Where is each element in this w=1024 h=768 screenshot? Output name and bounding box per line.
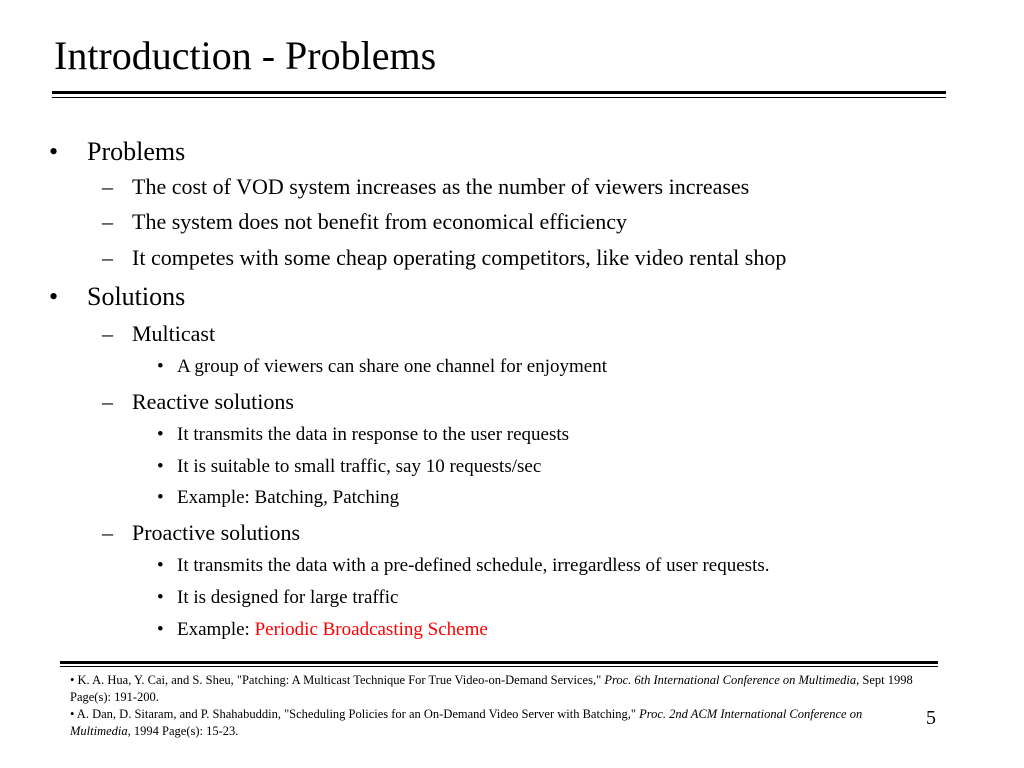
dash-mark: – [102, 245, 113, 270]
bullet-mark: • [49, 137, 59, 166]
example-highlight: Periodic Broadcasting Scheme [254, 619, 488, 640]
title-divider [52, 91, 946, 98]
bullet-mark: • [157, 555, 164, 576]
reference-text: • A. Dan, D. Sitaram, and P. Shahabuddin, "Scheduling Policies for an On-Demand Video Server with Batching," [70, 707, 640, 721]
bullet-mark: • [157, 487, 164, 508]
reference-venue: Proc. 2nd ACM International Conference on Multimedia, [70, 707, 863, 738]
bullet-mark: • [157, 356, 164, 377]
solution-proactive: Proactive solutions [132, 520, 301, 545]
reactive-item: It is suitable to small traffic, say 10 requests/sec [177, 456, 542, 477]
page-number: 5 [926, 707, 936, 729]
reactive-item: Example: Batching, Patching [177, 487, 400, 508]
bullet-solutions: Solutions [87, 282, 186, 311]
proactive-item: It transmits the data with a pre-defined schedule, irregardless of user requests. [177, 555, 770, 576]
bullet-mark: • [157, 424, 164, 445]
bullet-mark: • [157, 587, 164, 608]
solution-multicast: Multicast [132, 321, 216, 346]
problem-item: The cost of VOD system increases as the number of viewers increases [132, 174, 750, 199]
reference-item [70, 672, 920, 706]
bullet-mark: • [157, 456, 164, 477]
proactive-example [177, 618, 488, 642]
dash-mark: – [102, 321, 113, 346]
dash-mark: – [102, 209, 113, 234]
reference-venue: Proc. 6th International Conference on Multimedia, [604, 673, 860, 687]
reference-tail: 1994 Page(s): 15-23. [130, 724, 239, 738]
bullet-mark: • [49, 282, 59, 311]
problem-item: It competes with some cheap operating competitors, like video rental shop [132, 245, 787, 270]
reactive-item: It transmits the data in response to the user requests [177, 424, 570, 445]
bullet-mark: • [157, 619, 164, 640]
dash-mark: – [102, 389, 113, 414]
dash-mark: – [102, 174, 113, 199]
proactive-item: It is designed for large traffic [177, 587, 399, 608]
slide-title: Introduction - Problems [54, 33, 437, 78]
footer-divider [60, 661, 938, 667]
references [70, 672, 920, 740]
reference-tail: Sept 1998 Page(s): 191-200. [70, 673, 913, 704]
solution-reactive: Reactive solutions [132, 389, 294, 414]
example-prefix: Example: [177, 619, 255, 640]
multicast-item: A group of viewers can share one channel for enjoyment [177, 356, 607, 377]
reference-item [70, 706, 920, 740]
reference-text: • K. A. Hua, Y. Cai, and S. Sheu, "Patching: A Multicast Technique For True Video-on-Demand Services," [70, 673, 605, 687]
bullet-problems: Problems [87, 137, 186, 166]
problem-item: The system does not benefit from economical efficiency [132, 209, 628, 234]
dash-mark: – [102, 520, 113, 545]
